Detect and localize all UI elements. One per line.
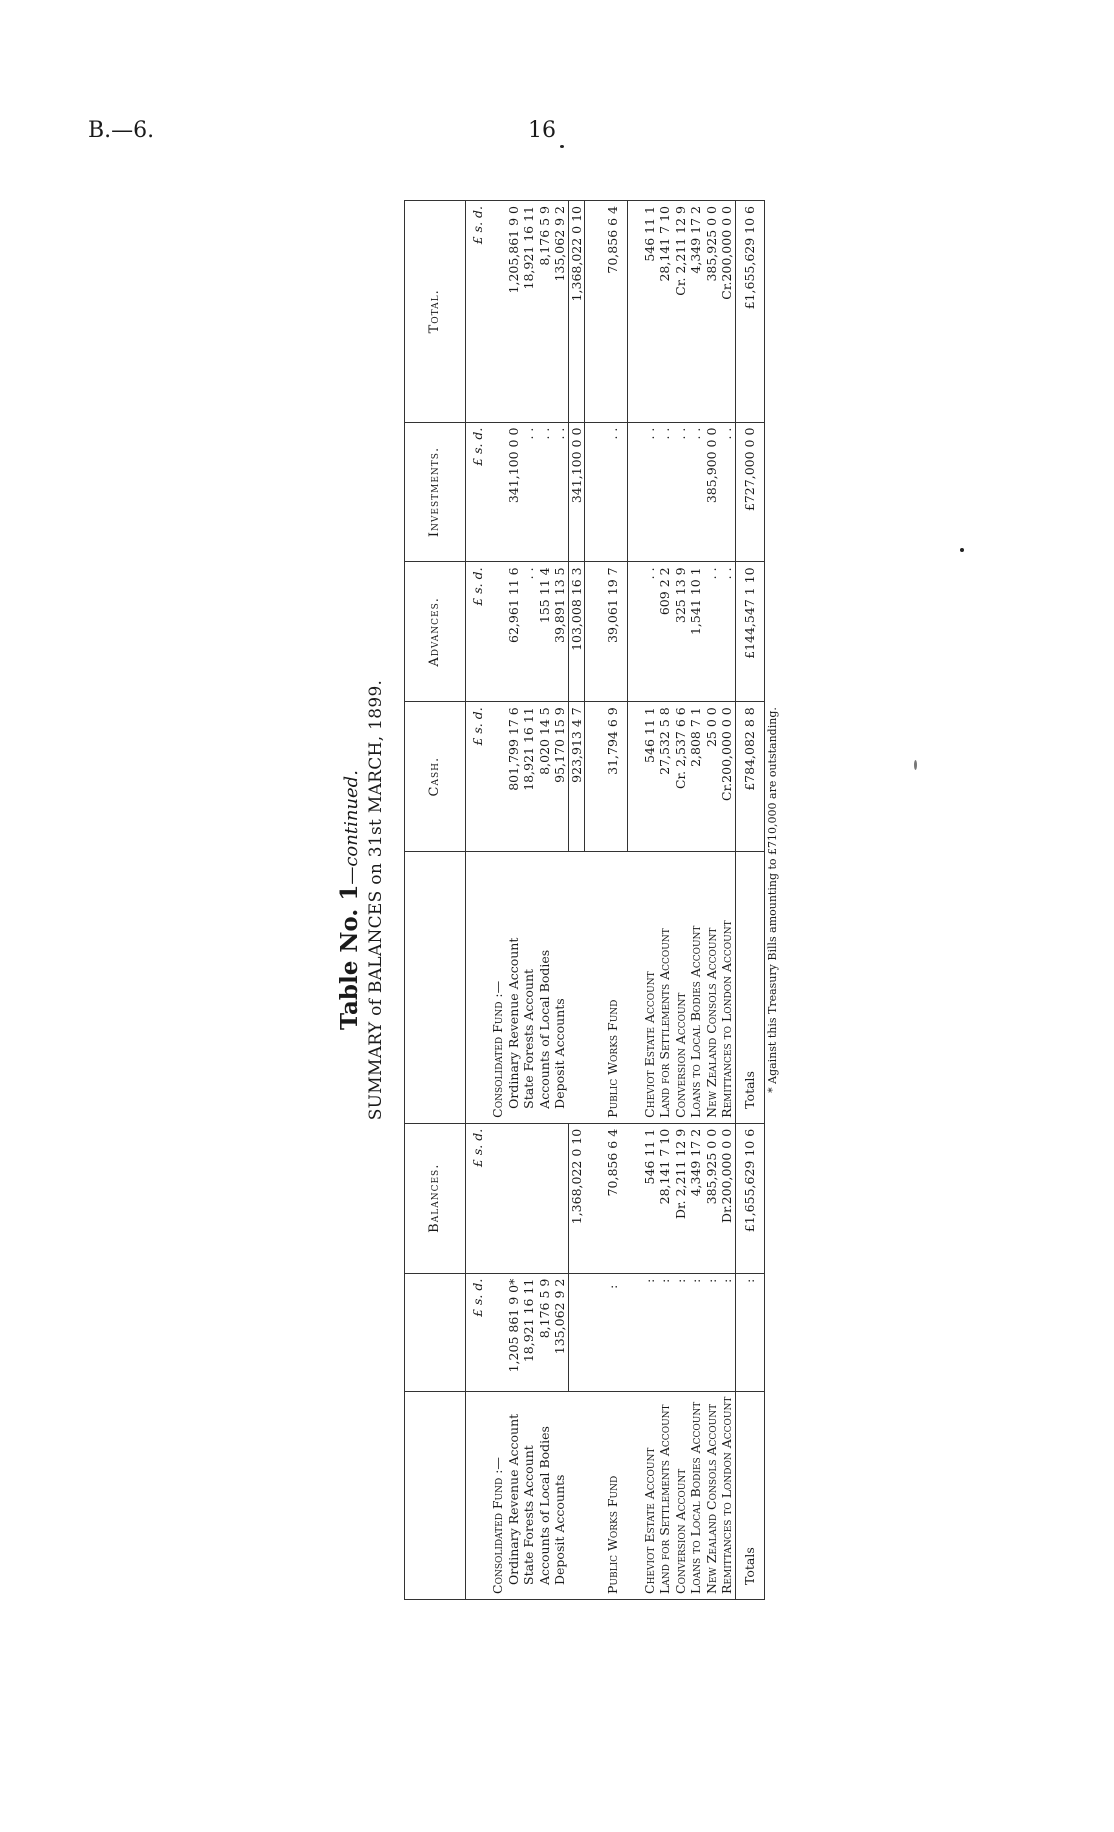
row-label: Remittances to London Account [719,1391,735,1599]
consolidated-advances-subtotal: 103,008 16 3 [568,562,585,702]
row-total: 28,141 7 10 [657,201,673,423]
table-row: Conversion Account : Dr. 2,211 12 9 Conversion Account Cr. 2,537 6 6 325 13 9 . . Cr. 2,211 12 9 [673,201,689,1600]
row-cash: 801,799 17 6 [506,702,522,852]
row-investments: . . [719,422,735,562]
totals-advances: £144,547 1 10 [735,562,764,702]
row-advances: 39,061 19 7 [599,562,627,702]
row-cash: 95,170 15 9 [552,702,568,852]
table-footnote: * Against this Treasury Bills amounting to £710,000 are outstanding. [766,707,779,1093]
row-advances: 609 2 2 [657,562,673,702]
row-total: Cr.200,000 0 0 [719,201,735,423]
row-investments: . . [599,422,627,562]
row-detail: 135,062 9 2 [552,1273,568,1391]
consolidated-fund-heading: Consolidated Fund :— [490,852,506,1124]
row-total: 135,062 9 2 [552,201,568,423]
unit-label: £ s. d. [466,1273,491,1391]
row-detail: 1,205 861 9 0* [506,1273,522,1391]
row-label: Loans to Local Bodies Account [688,852,704,1124]
unit-label: £ s. d. [466,422,491,562]
row-total: 18,921 16 11 [521,201,537,423]
row-label: Remittances to London Account [719,852,735,1124]
row-investments: . . [642,422,658,562]
page-number: 16 [528,118,556,143]
row-label: Cheviot Estate Account [642,1391,658,1599]
table-row [537,201,553,1600]
row-total: 1,205,861 9 0 [506,201,522,423]
row-balance: 28,141 7 10 [657,1123,673,1273]
rotated-table-page [328,200,788,1600]
row-investments: . . [521,422,537,562]
row-cash: 18,921 16 11 [521,702,537,852]
table-row [552,201,568,1600]
row-label: Deposit Accounts [552,1391,568,1599]
ink-speck [960,548,964,552]
row-advances: 325 13 9 [673,562,689,702]
totals-row: Totals : £1,655,629 10 6 Totals £784,082 8 8 £144,547 1 10 £727,000 0 0 £1,655,629 10 6 [735,201,764,1600]
row-cash: 27,532 5 8 [657,702,673,852]
row-label: Cheviot Estate Account [642,852,658,1124]
row-investments: 341,100 0 0 [506,422,522,562]
unit-label: £ s. d. [466,702,491,852]
row-total: 546 11 1 [642,201,658,423]
header-blank-2 [405,1273,466,1391]
row-label: State Forests Account [521,852,537,1124]
row-investments: . . [688,422,704,562]
row-label: Public Works Fund [599,852,627,1124]
row-cash: 2,808 7 1 [688,702,704,852]
row-balance: Dr.200,000 0 0 [719,1123,735,1273]
ink-mark [914,760,917,770]
row-label: Loans to Local Bodies Account [688,1391,704,1599]
row-cash: 546 11 1 [642,702,658,852]
row-balance: 70,856 6 4 [599,1123,627,1273]
consolidated-total-subtotal: 1,368,022 0 10 [568,201,585,423]
header-investments: Investments. [405,422,466,562]
row-advances: . . [719,562,735,702]
row-label: Land for Settlements Account [657,852,673,1124]
table-row: Cheviot Estate Account : 546 11 1 Cheviot Estate Account 546 11 1 . . . . 546 11 1 [642,201,658,1600]
row-balance: 546 11 1 [642,1123,658,1273]
row-label: Accounts of Local Bodies [537,852,553,1124]
consolidated-investments-subtotal: 341,100 0 0 [568,422,585,562]
consolidated-balance: 1,368,022 0 10 [568,1123,585,1273]
row-detail: 18,921 16 11 [521,1273,537,1391]
balances-summary-table [404,200,765,1600]
totals-label: Totals [735,852,764,1124]
units-row [466,201,491,1600]
row-balance: 385,925 0 0 [704,1123,720,1273]
table-subtitle: SUMMARY of BALANCES on 31st MARCH, 1899. [366,679,386,1121]
row-label: New Zealand Consols Account [704,852,720,1124]
consolidated-cash-subtotal: 923,913 4 7 [568,702,585,852]
row-label: Deposit Accounts [552,852,568,1124]
row-investments: . . [657,422,673,562]
row-total: 8,176 5 9 [537,201,553,423]
row-advances: . . [642,562,658,702]
row-cash: Cr.200,000 0 0 [719,702,735,852]
row-label: Ordinary Revenue Account [506,1391,522,1599]
row-cash: 31,794 6 9 [599,702,627,852]
row-balance: 4,349 17 2 [688,1123,704,1273]
unit-label: £ s. d. [466,201,491,423]
totals-investments: £727,000 0 0 [735,422,764,562]
row-balance: Dr. 2,211 12 9 [673,1123,689,1273]
row-investments: 385,900 0 0 [704,422,720,562]
row-advances: 155 11 4 [537,562,553,702]
row-detail: : [599,1273,627,1391]
table-row: Loans to Local Bodies Account : 4,349 17 2 Loans to Local Bodies Account 2,808 7 1 1,541 10 1 . . 4,349 17 2 [688,201,704,1600]
totals-total: £1,655,629 10 6 [735,201,764,423]
row-investments: . . [673,422,689,562]
header-total: Total. [405,201,466,423]
table-row: Land for Settlements Account : 28,141 7 10 Land for Settlements Account 27,532 5 8 609 2 2 . . 28,141 7 10 [657,201,673,1600]
row-label: Ordinary Revenue Account [506,852,522,1124]
row-investments: . . [537,422,553,562]
table-row [506,201,522,1600]
table-row [521,201,537,1600]
row-total: 70,856 6 4 [599,201,627,423]
row-label: Conversion Account [673,852,689,1124]
row-label: New Zealand Consols Account [704,1391,720,1599]
consolidated-subtotal-row [568,201,585,1600]
row-label: Conversion Account [673,1391,689,1599]
unit-label: £ s. d. [466,1123,491,1273]
header-balances: Balances. [405,1123,466,1273]
consolidated-fund-heading: Consolidated Fund :— [490,1391,506,1599]
row-detail: 8,176 5 9 [537,1273,553,1391]
row-cash: 25 0 0 [704,702,720,852]
row-total: 4,349 17 2 [688,201,704,423]
table-row: Remittances to London Account : Dr.200,000 0 0 Remittances to London Account Cr.200,000 0 0 . . . . Cr.200,000 0 0 [719,201,735,1600]
document-reference: B.—6. [88,118,155,143]
totals-label: Totals [735,1391,764,1599]
row-advances: . . [704,562,720,702]
row-cash: 8,020 14 5 [537,702,553,852]
header-blank-3 [405,852,466,1124]
totals-cash: £784,082 8 8 [735,702,764,852]
table-row: New Zealand Consols Account : 385,925 0 0 New Zealand Consols Account 25 0 0 . . 385,900 0 0 385,925 0 0 [704,201,720,1600]
row-label: Public Works Fund [599,1391,627,1599]
row-advances: 62,961 11 6 [506,562,522,702]
row-label: State Forests Account [521,1391,537,1599]
row-advances: 1,541 10 1 [688,562,704,702]
table-title: Table No. 1—continued. [336,770,363,1030]
row-advances: . . [521,562,537,702]
table-row [599,201,627,1600]
unit-label: £ s. d. [466,562,491,702]
row-label: Accounts of Local Bodies [537,1391,553,1599]
header-cash: Cash. [405,702,466,852]
row-investments: . . [552,422,568,562]
totals-balance: £1,655,629 10 6 [735,1123,764,1273]
row-total: Cr. 2,211 12 9 [673,201,689,423]
consolidated-heading-row [490,201,506,1600]
row-label: Land for Settlements Account [657,1391,673,1599]
column-header-row [405,201,466,1600]
row-advances: 39,891 13 5 [552,562,568,702]
header-advances: Advances. [405,562,466,702]
header-blank-1 [405,1391,466,1599]
row-total: 385,925 0 0 [704,201,720,423]
row-cash: Cr. 2,537 6 6 [673,702,689,852]
ink-speck [560,145,564,148]
